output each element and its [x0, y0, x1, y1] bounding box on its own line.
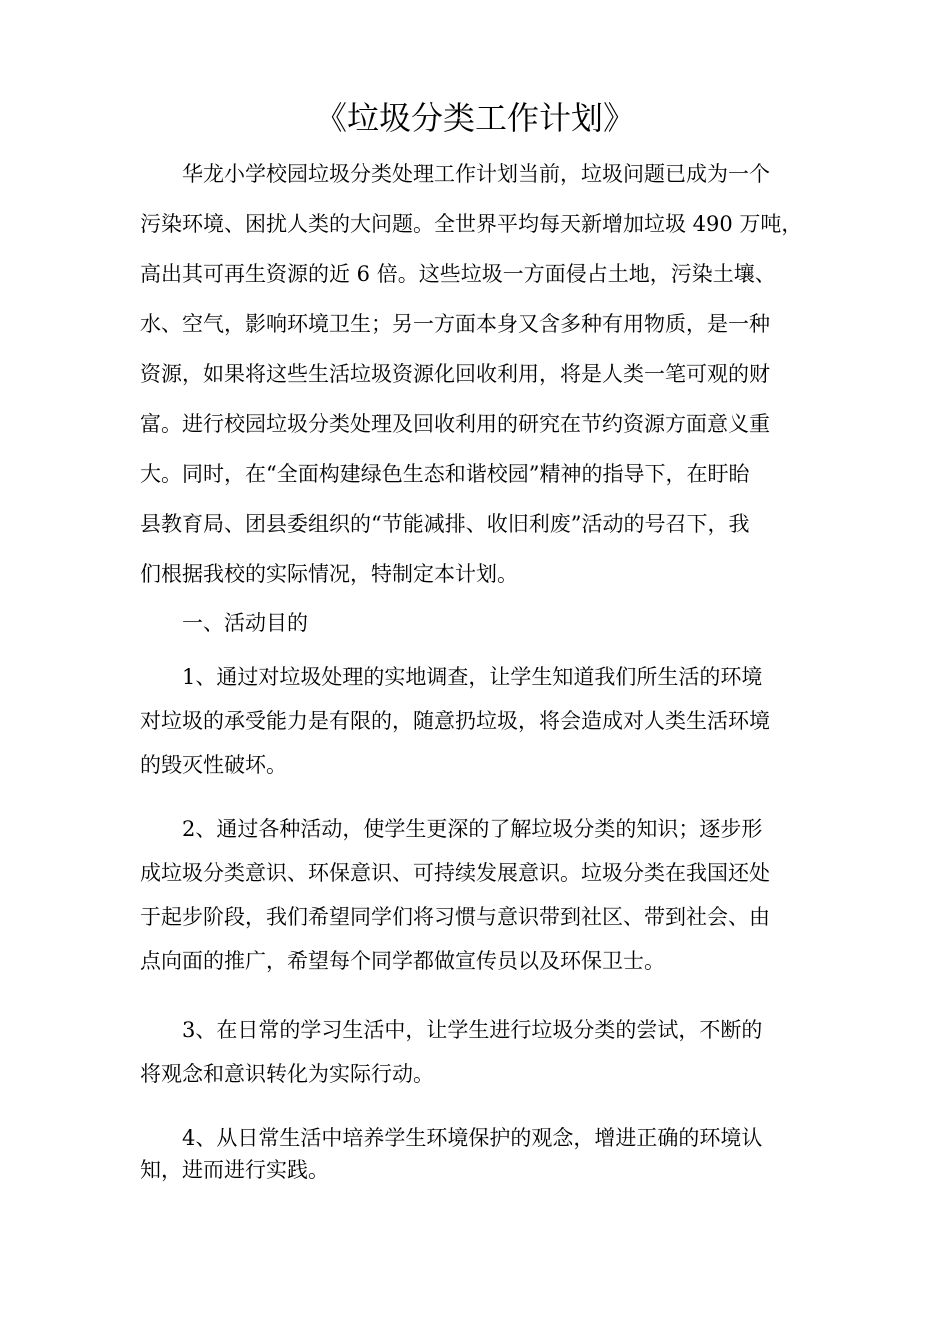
text-line: 2、通过各种活动，使学生更深的了解垃圾分类的知识；逐步形: [182, 817, 763, 841]
text-line: 们根据我校的实际情况，特制定本计划。: [140, 562, 518, 586]
text-line: 点向面的推广，希望每个同学都做宣传员以及环保卫士。: [140, 949, 665, 973]
text-line: 3、在日常的学习生活中，让学生进行垃圾分类的尝试，不断的: [182, 1018, 763, 1042]
text-line: 富。进行校园垃圾分类处理及回收利用的研究在节约资源方面意义重: [140, 412, 770, 436]
intro-paragraph: [140, 149, 830, 599]
section-heading: [140, 598, 830, 648]
text-line: 知，进而进行实践。: [140, 1158, 329, 1182]
objective-item-1: [140, 655, 830, 787]
text-line: 将观念和意识转化为实际行动。: [140, 1062, 434, 1086]
text-line: 的毁灭性破坏。: [140, 753, 287, 777]
text-line: 华龙小学校园垃圾分类处理工作计划当前，垃圾问题已成为一个: [182, 162, 770, 186]
objective-item-2: [140, 807, 830, 983]
text-line: 对垃圾的承受能力是有限的，随意扔垃圾，将会造成对人类生活环境: [140, 709, 770, 733]
text-line: 资源，如果将这些生活垃圾资源化回收利用，将是人类一笔可观的财: [140, 362, 770, 386]
document-title: 《垃圾分类工作计划》: [314, 99, 635, 137]
objective-item-3: [140, 1008, 830, 1096]
section-heading-text: 一、活动目的: [182, 611, 308, 635]
text-line: 污染环境、困扰人类的大问题。全世界平均每天新增加垃圾 490 万吨，: [140, 212, 803, 236]
text-line: 水、空气，影响环境卫生；另一方面本身又含多种有用物质，是一种: [140, 312, 770, 336]
text-line: 大。同时，在“全面构建绿色生态和谐校园”精神的指导下，在盱眙: [140, 462, 750, 486]
text-line: 于起步阶段，我们希望同学们将习惯与意识带到社区、带到社会、由: [140, 905, 770, 929]
text-line: 高出其可再生资源的近 6 倍。这些垃圾一方面侵占土地，污染土壤、: [140, 262, 776, 286]
text-line: 成垃圾分类意识、环保意识、可持续发展意识。垃圾分类在我国还处: [140, 861, 770, 885]
objective-item-4: [140, 1122, 830, 1186]
text-line: 4、从日常生活中培养学生环境保护的观念，增进正确的环境认: [182, 1126, 763, 1150]
text-line: 1、通过对垃圾处理的实地调查，让学生知道我们所生活的环境: [182, 665, 763, 689]
text-line: 县教育局、团县委组织的“节能减排、收旧利废”活动的号召下，我: [140, 512, 750, 536]
